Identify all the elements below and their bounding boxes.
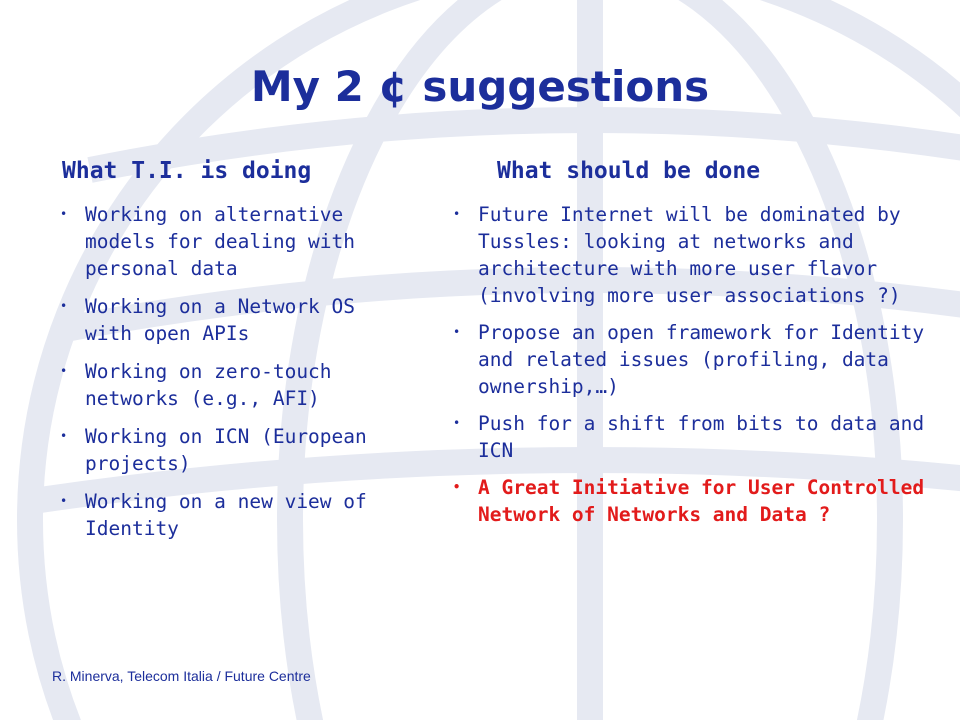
bullet-icon: • — [60, 364, 68, 378]
list-item-text: Working on zero-touch networks (e.g., AFI) — [85, 360, 332, 410]
footer-credit: R. Minerva, Telecom Italia / Future Centre — [52, 668, 311, 684]
highlighted-list-item — [453, 474, 933, 528]
list-item-text: Push for a shift from bits to data and ICN — [478, 412, 925, 462]
list-item — [60, 423, 410, 477]
bullet-icon: • — [453, 325, 461, 339]
list-item — [453, 410, 933, 464]
list-item — [60, 488, 410, 542]
list-item-text: A Great Initiative for User Controlled Network of Networks and Data ? — [478, 476, 925, 526]
list-item — [60, 358, 410, 412]
list-item-text: Working on a new view of Identity — [85, 490, 367, 540]
bullet-icon: • — [453, 207, 461, 221]
bullet-icon: • — [60, 429, 68, 443]
list-item — [60, 201, 410, 282]
list-item-text: Working on ICN (European projects) — [85, 425, 367, 475]
list-item — [60, 293, 410, 347]
list-item-text: Working on alternative models for dealing with personal data — [85, 203, 356, 280]
right-bullet-list — [453, 201, 933, 538]
list-item-text: Propose an open framework for Identity and related issues (profiling, data ownership,…) — [478, 321, 925, 398]
left-column-heading: What T.I. is doing — [62, 158, 312, 184]
bullet-icon: • — [60, 299, 68, 313]
list-item — [453, 319, 933, 400]
list-item-text: Future Internet will be dominated by Tussles: looking at networks and architecture with more user flavor (involving more user associations ?) — [478, 203, 901, 307]
bullet-icon: • — [453, 416, 461, 430]
list-item — [453, 201, 933, 309]
bullet-icon: • — [60, 494, 68, 508]
slide-title: My 2 ¢ suggestions — [250, 62, 710, 111]
bullet-icon: • — [60, 207, 68, 221]
list-item-text: Working on a Network OS with open APIs — [85, 295, 356, 345]
left-bullet-list — [60, 201, 410, 553]
right-column-heading: What should be done — [497, 158, 761, 184]
bullet-icon: • — [453, 480, 461, 494]
